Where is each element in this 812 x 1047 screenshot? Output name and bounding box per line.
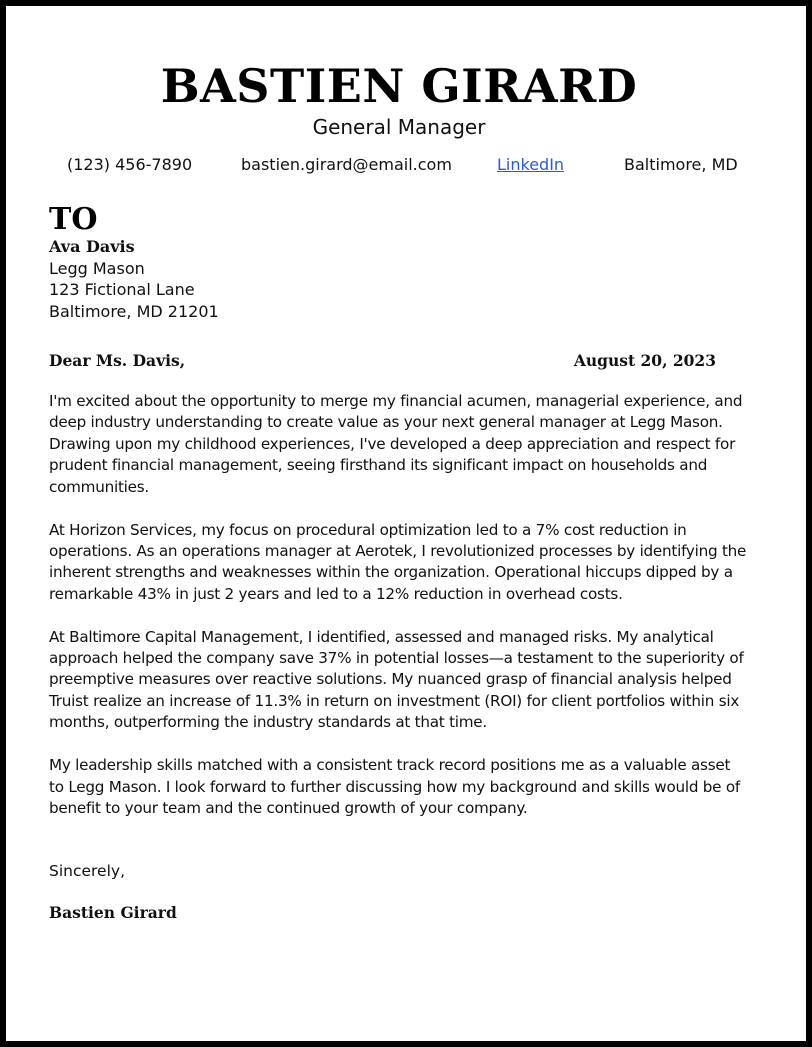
- cover-letter-page: [6, 6, 806, 1041]
- signature-name: Bastien Girard: [49, 903, 177, 922]
- body-paragraph: My leadership skills matched with a consistent track record positions me as a valuable asset to Legg Mason. I look forward to further discussing how my background and skills would be of benefit to your team and the continued growth of your company.: [49, 756, 740, 817]
- contact-phone: (123) 456-7890: [67, 155, 193, 174]
- body-paragraph: At Horizon Services, my focus on procedural optimization led to a 7% cost reduction in operations. As an operations manager at Aerotek, I revolutionized processes by identifying the inherent strengths and weaknesses within the organization. Operational hiccups dipped by a remarkable 43% in just 2 years and led to a 12% reduction in overhead costs.: [49, 520, 747, 603]
- letter-body: [49, 391, 749, 841]
- to-heading: TO: [49, 202, 98, 237]
- recipient-name: Ava Davis: [49, 237, 135, 256]
- contact-email: bastien.girard@email.com: [241, 155, 452, 174]
- closing: Sincerely,: [49, 862, 126, 880]
- letter-date: August 20, 2023: [573, 351, 716, 370]
- recipient-block: [49, 236, 219, 322]
- body-paragraph: I'm excited about the opportunity to merge my financial acumen, managerial experience, and deep industry understanding to create value as your next general manager at Legg Mason. Drawing upon my childhood experiences, I've developed a deep appreciation and respect for prudent financial management, seeing firsthand its significant impact on households and communities.: [49, 392, 743, 496]
- salutation: Dear Ms. Davis,: [49, 351, 186, 370]
- applicant-name: BASTIEN GIRARD: [160, 59, 638, 113]
- recipient-street: 123 Fictional Lane: [49, 280, 195, 299]
- recipient-company: Legg Mason: [49, 258, 145, 278]
- job-title: General Manager: [312, 115, 486, 139]
- linkedin-link[interactable]: LinkedIn: [497, 155, 565, 174]
- body-paragraph: At Baltimore Capital Management, I identified, assessed and managed risks. My analytical approach helped the company save 37% in potential losses—a testament to the superiority of preemptive measures over reactive solutions. My nuanced grasp of financial analysis helped Truist realize an increase of 11.3% in return on investment (ROI) for client portfolios within six months, outperforming the industry standards at that time.: [49, 627, 744, 732]
- contact-location: Baltimore, MD: [624, 155, 738, 174]
- recipient-city: Baltimore, MD 21201: [49, 301, 219, 321]
